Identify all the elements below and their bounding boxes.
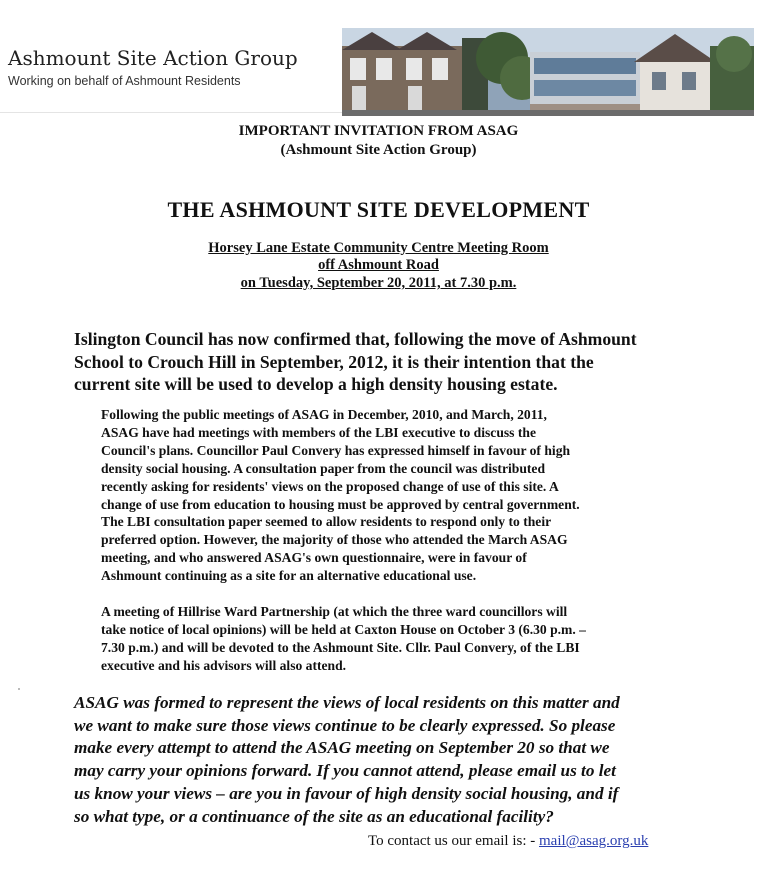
text-line: Following the public meetings of ASAG in December, 2010, and March, 2011, — [101, 407, 547, 422]
text-line: meeting, and who answered ASAG's own questionnaire, were in favour of — [101, 550, 527, 566]
body-paragraph — [101, 603, 661, 675]
text-line: make every attempt to attend the ASAG meeting on September 20 so that we — [74, 738, 610, 758]
text-line: The LBI consultation paper seemed to allow residents to respond only to their — [101, 514, 552, 530]
text-line: we want to make sure those views continue to be clearly expressed. So please — [74, 715, 616, 735]
text-line: density social housing. A consultation paper from the council was distributed — [101, 460, 545, 476]
contact-line — [368, 833, 648, 850]
text-line: take notice of local opinions) will be held at Caxton House on October 3 (6.30 p.m. – — [101, 621, 586, 637]
document-title: THE ASHMOUNT SITE DEVELOPMENT — [167, 197, 590, 222]
lead-paragraph — [74, 328, 694, 396]
header-street-photo — [342, 28, 754, 116]
text-line: Council's plans. Councillor Paul Convery has expressed himself in favour of high — [101, 442, 571, 458]
text-line: ASAG have had meetings with members of the LBI executive to discuss the — [101, 424, 536, 440]
text-line: preferred option. However, the majority of those who attended the March ASAG — [101, 532, 568, 548]
text-line: Ashmount continuing as a site for an alternative educational use. — [101, 568, 477, 584]
text-line: current site will be used to develop a high density housing estate. — [74, 374, 558, 394]
email-link[interactable]: mail@asag.org.uk — [539, 833, 649, 849]
text-line: us know your views – are you in favour of high density social housing, and if — [74, 783, 619, 803]
venue-line: Horsey Lane Estate Community Centre Meeting Room — [208, 240, 549, 256]
text-line: so what type, or a continuance of the site as an educational facility? — [74, 806, 554, 826]
invitation-heading: IMPORTANT INVITATION FROM ASAG — [238, 123, 519, 139]
contact-text: To contact us our email is: - — [368, 833, 539, 849]
venue-line: off Ashmount Road — [318, 257, 439, 273]
text-line: 7.30 p.m.) and will be devoted to the Ashmount Site. Cllr. Paul Convery, of the LBI — [101, 639, 580, 655]
invitation-subheading: (Ashmount Site Action Group) — [280, 142, 477, 158]
text-line: A meeting of Hillrise Ward Partnership (at which the three ward councillors will — [101, 604, 568, 619]
header-logo-box — [0, 34, 342, 113]
scan-speck — [18, 688, 20, 690]
text-line: recently asking for residents' views on the proposed change of use of this site. A — [101, 478, 559, 494]
text-line: change of use from education to housing must be approved by central government. — [101, 496, 580, 512]
body-paragraph — [101, 406, 661, 585]
text-line: Islington Council has now confirmed that, following the move of Ashmount — [74, 329, 637, 349]
text-line: School to Crouch Hill in September, 2012, it is their intention that the — [74, 351, 594, 372]
closing-paragraph — [74, 692, 694, 828]
organization-subtitle: Working on behalf of Ashmount Residents — [8, 74, 241, 88]
text-line: ASAG was formed to represent the views of local residents on this matter and — [74, 693, 620, 712]
organization-name: Ashmount Site Action Group — [8, 46, 298, 70]
text-line: may carry your opinions forward. If you cannot attend, please email us to let — [74, 761, 616, 781]
meeting-date-line: on Tuesday, September 20, 2011, at 7.30 p.m. — [240, 275, 517, 291]
text-line: executive and his advisors will also attend. — [101, 657, 347, 673]
